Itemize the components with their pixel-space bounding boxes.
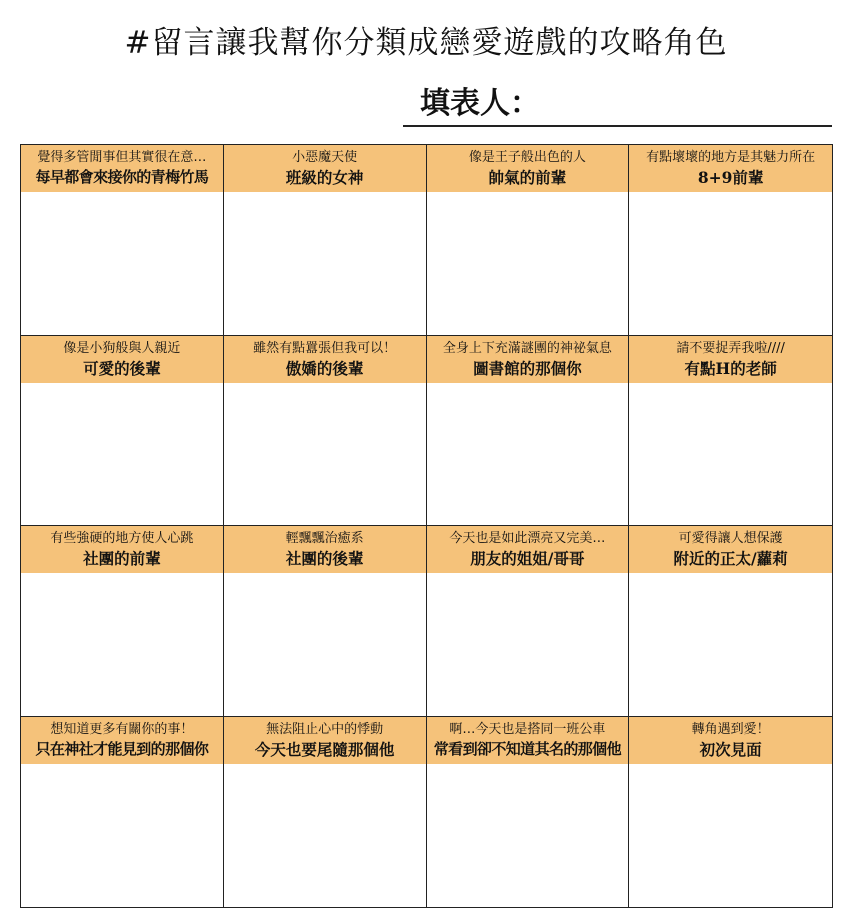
cell-header — [629, 145, 832, 192]
cell-blank-area[interactable] — [427, 764, 629, 908]
cell-header — [427, 526, 629, 573]
cell-blank-area[interactable] — [427, 383, 629, 526]
cell-subtitle: 像是王子般出色的人 — [468, 150, 586, 165]
cell-header — [224, 336, 426, 383]
cell-blank-area[interactable] — [427, 192, 629, 335]
cell-subtitle: 全身上下充滿謎團的神祕氣息 — [442, 340, 612, 356]
cell-header — [21, 717, 223, 764]
grid-cell — [427, 145, 630, 336]
cell-title: 今天也要尾隨那個他 — [254, 739, 395, 759]
grid-cell — [21, 717, 224, 908]
cell-title: 社團的後輩 — [285, 549, 364, 568]
cell-header — [21, 336, 223, 383]
cell-header — [427, 336, 629, 383]
cell-subtitle: 輕飄飄治癒系 — [285, 531, 364, 546]
cell-subtitle: 可愛得讓人想保護 — [678, 531, 783, 546]
cell-title: 初次見面 — [699, 739, 762, 759]
cell-title: 只在神社才能見到的那個你 — [35, 739, 209, 758]
cell-title: 帥氣的前輩 — [488, 168, 567, 187]
cell-subtitle: 無法阻止心中的悸動 — [266, 721, 384, 737]
cell-title: 圖書館的那個你 — [473, 358, 582, 378]
grid-cell — [629, 336, 832, 527]
grid-cell — [21, 145, 224, 336]
cell-subtitle: 有點壞壞的地方是其魅力所在 — [646, 150, 816, 165]
cell-subtitle: 啊…今天也是搭同一班公車 — [449, 721, 606, 737]
cell-blank-area[interactable] — [629, 192, 832, 335]
cell-blank-area[interactable] — [224, 192, 426, 335]
grid-cell — [224, 526, 427, 717]
cell-title: 社團的前輩 — [83, 549, 161, 568]
filler-name-line[interactable] — [403, 125, 832, 127]
cell-header — [224, 145, 426, 192]
cell-header — [629, 336, 832, 383]
cell-subtitle: 雖然有點囂張但我可以！ — [253, 340, 397, 356]
grid-cell — [224, 145, 427, 336]
grid-cell — [629, 717, 832, 908]
grid-cell — [427, 336, 630, 527]
grid-cell — [629, 145, 832, 336]
cell-title: 可愛的後輩 — [83, 358, 161, 378]
cell-header — [224, 526, 426, 573]
cell-title: 8+9前輩 — [697, 168, 764, 187]
cell-title: 朋友的姐姐/哥哥 — [470, 549, 585, 568]
cell-subtitle: 想知道更多有關你的事！ — [50, 721, 194, 737]
cell-blank-area[interactable] — [21, 764, 223, 908]
grid-cell — [21, 336, 224, 527]
cell-title: 常看到卻不知道其名的那個他 — [433, 739, 621, 758]
cell-blank-area[interactable] — [224, 573, 426, 716]
cell-header — [427, 145, 629, 192]
cell-header — [629, 526, 832, 573]
cell-header — [21, 145, 223, 192]
grid-cell — [427, 526, 630, 717]
grid-cell — [224, 717, 427, 908]
cell-subtitle: 轉角遇到愛！ — [691, 721, 770, 737]
cell-blank-area[interactable] — [224, 764, 426, 908]
cell-title: 每早都會來接你的青梅竹馬 — [35, 168, 209, 186]
cell-header — [224, 717, 426, 764]
cell-blank-area[interactable] — [21, 573, 223, 716]
cell-header — [629, 717, 832, 764]
cell-header — [21, 526, 223, 573]
character-grid — [20, 144, 833, 908]
grid-cell — [224, 336, 427, 527]
cell-title: 有點H的老師 — [684, 358, 777, 378]
filler-name-label: 填表人： — [420, 86, 540, 121]
cell-subtitle: 覺得多管閒事但其實很在意… — [37, 150, 207, 165]
cell-blank-area[interactable] — [21, 383, 223, 526]
cell-title: 附近的正太/蘿莉 — [673, 549, 788, 568]
cell-header — [427, 717, 629, 764]
page-title: #留言讓我幫你分類成戀愛遊戲的攻略角色 — [124, 25, 728, 61]
grid-cell — [629, 526, 832, 717]
cell-blank-area[interactable] — [629, 383, 832, 526]
cell-blank-area[interactable] — [224, 383, 426, 526]
cell-subtitle: 今天也是如此漂亮又完美… — [449, 531, 606, 546]
cell-title: 班級的女神 — [285, 168, 364, 187]
cell-blank-area[interactable] — [427, 573, 629, 716]
cell-subtitle: 小惡魔天使 — [292, 150, 358, 165]
cell-title: 傲嬌的後輩 — [285, 358, 364, 378]
cell-blank-area[interactable] — [629, 573, 832, 716]
grid-cell — [21, 526, 224, 717]
cell-subtitle: 有些強硬的地方使人心跳 — [50, 531, 194, 546]
grid-cell — [427, 717, 630, 908]
cell-blank-area[interactable] — [629, 764, 832, 908]
cell-subtitle: 請不要捉弄我啦//// — [676, 340, 785, 356]
cell-blank-area[interactable] — [21, 192, 223, 335]
cell-subtitle: 像是小狗般與人親近 — [63, 340, 181, 356]
